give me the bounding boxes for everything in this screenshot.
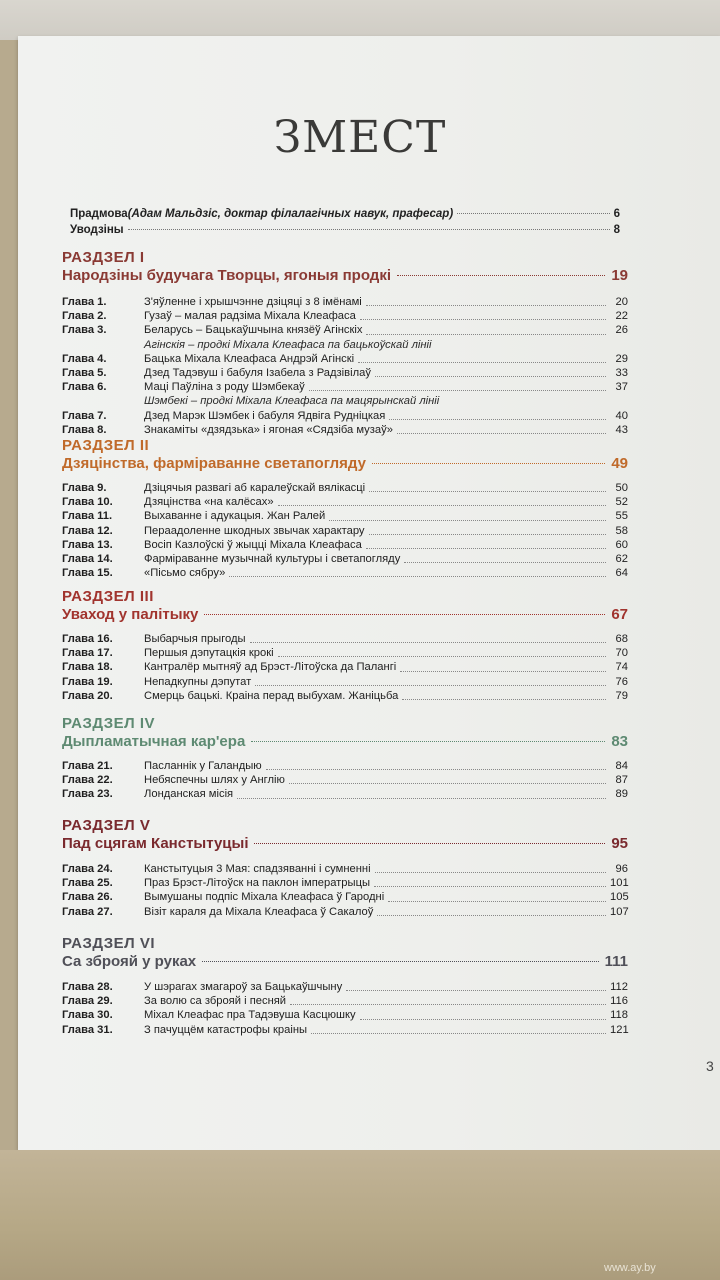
toc-entry-preface bbox=[70, 208, 620, 220]
chapter-title: Непадкупны дэпутат bbox=[144, 675, 252, 688]
chapter-label: Глава 22. bbox=[62, 774, 113, 787]
dot-leader bbox=[374, 873, 606, 887]
section-label: РАЗДЗЕЛ I bbox=[62, 249, 145, 266]
chapter-page: 22 bbox=[615, 310, 628, 323]
dot-leader bbox=[366, 535, 606, 549]
dot-leader bbox=[397, 275, 605, 276]
page-number: 3 bbox=[706, 1058, 714, 1074]
chapter-label: Глава 5. bbox=[62, 367, 107, 380]
dot-leader bbox=[128, 229, 610, 230]
chapter-title: З пачуццём катастрофы краіны bbox=[144, 1023, 308, 1036]
chapter-title: Кантралёр мытняў ад Брэст-Літоўска да Палангі bbox=[144, 661, 397, 674]
chapter-title: Восіп Казлоўскі ў жыцці Міхала Клеафаса bbox=[144, 538, 362, 551]
chapter-row bbox=[62, 905, 628, 919]
dot-leader bbox=[309, 377, 606, 391]
page-title: ЗМЕСТ bbox=[273, 112, 447, 163]
chapter-page: 50 bbox=[615, 482, 628, 494]
section-page: 67 bbox=[611, 606, 628, 623]
chapter-label: Глава 20. bbox=[62, 689, 113, 702]
chapter-title: Пераадоленне шкодных звычак характару bbox=[144, 524, 365, 537]
dot-leader bbox=[402, 686, 606, 700]
chapter-page: 84 bbox=[615, 760, 628, 772]
chapter-label: Глава 14. bbox=[62, 553, 113, 566]
dot-leader bbox=[375, 859, 606, 873]
section-label: РАЗДЗЕЛ III bbox=[62, 588, 154, 605]
dot-leader bbox=[358, 349, 606, 363]
section-title-row bbox=[62, 834, 628, 854]
chapter-label: Глава 8. bbox=[62, 423, 107, 436]
chapter-row bbox=[62, 323, 628, 337]
dot-leader bbox=[289, 770, 606, 784]
dot-leader bbox=[204, 614, 605, 615]
dot-leader bbox=[278, 492, 606, 506]
chapter-page: 20 bbox=[615, 296, 628, 308]
dot-leader bbox=[366, 320, 606, 334]
chapter-page: 74 bbox=[615, 661, 628, 674]
chapter-label: Глава 12. bbox=[62, 524, 113, 537]
chapter-title: Дзед Марэк Шэмбек і бабуля Ядвіга Рудніцкая bbox=[144, 409, 386, 422]
section-title: Дыпламатычная кар'ера bbox=[62, 733, 246, 750]
chapter-page: 79 bbox=[615, 689, 628, 702]
section-title-row bbox=[62, 266, 628, 286]
dot-leader bbox=[329, 506, 606, 520]
section-title: Дзяцінства, фарміраванне светапогляду bbox=[62, 455, 366, 472]
chapter-page: 112 bbox=[610, 981, 628, 993]
dot-leader bbox=[389, 406, 606, 420]
chapter-page: 64 bbox=[615, 567, 628, 580]
section-label: РАЗДЗЕЛ VI bbox=[62, 935, 156, 952]
section-5 bbox=[62, 817, 628, 919]
chapter-title: Знакаміты «дзядзька» і ягоная «Сядзіба музаў» bbox=[144, 423, 393, 436]
dot-leader bbox=[397, 420, 606, 434]
watermark: www.ay.by bbox=[604, 1262, 656, 1274]
chapter-label: Глава 13. bbox=[62, 538, 113, 551]
section-2 bbox=[62, 437, 628, 580]
section-title: Народзіны будучага Творцы, ягоныя продкі bbox=[62, 267, 392, 284]
chapter-label: Глава 21. bbox=[62, 760, 113, 772]
chapter-label: Глава 26. bbox=[62, 891, 113, 904]
chapter-page: 52 bbox=[615, 496, 628, 509]
chapter-subtitle: Агінскія – продкі Міхала Клеафаса па бацькоўскай лініі bbox=[144, 338, 432, 351]
section-1 bbox=[62, 249, 628, 437]
chapter-label: Глава 30. bbox=[62, 1009, 113, 1022]
chapter-row bbox=[62, 566, 628, 580]
entry-note: (Адам Мальдзіс, доктар філалагічных навук, прафесар) bbox=[127, 208, 454, 220]
chapter-row bbox=[62, 787, 628, 801]
dot-leader bbox=[346, 977, 606, 991]
chapter-label: Глава 10. bbox=[62, 496, 113, 509]
chapter-page: 60 bbox=[615, 538, 628, 551]
section-page: 83 bbox=[611, 733, 628, 750]
chapter-label: Глава 17. bbox=[62, 647, 113, 660]
chapter-title: Візіт караля да Міхала Клеафаса ў Сакалоў bbox=[144, 905, 374, 918]
chapter-page: 55 bbox=[615, 510, 628, 523]
chapter-page: 118 bbox=[610, 1009, 628, 1022]
section-label: РАЗДЗЕЛ IV bbox=[62, 715, 156, 732]
chapter-page: 70 bbox=[615, 647, 628, 660]
dot-leader bbox=[254, 843, 605, 844]
chapter-label: Глава 11. bbox=[62, 510, 113, 523]
dot-leader bbox=[278, 643, 606, 657]
chapter-page: 43 bbox=[615, 423, 628, 436]
chapter-title: Пасланнік у Галандыю bbox=[144, 760, 262, 772]
chapter-page: 101 bbox=[610, 877, 629, 890]
chapter-title: У шэрагах змагароў за Бацькаўшчыну bbox=[144, 981, 343, 993]
dot-leader bbox=[360, 306, 606, 320]
dot-leader bbox=[311, 1020, 606, 1034]
chapter-page: 107 bbox=[610, 905, 629, 918]
chapter-title: Бацька Міхала Клеафаса Андрэй Агінскі bbox=[144, 352, 355, 365]
chapter-page: 105 bbox=[610, 891, 629, 904]
chapter-row bbox=[62, 689, 628, 703]
section-page: 95 bbox=[611, 835, 628, 852]
dot-leader bbox=[251, 741, 605, 742]
background-top bbox=[0, 0, 720, 40]
section-page: 19 bbox=[611, 267, 628, 284]
chapter-label: Глава 25. bbox=[62, 877, 113, 890]
chapter-label: Глава 18. bbox=[62, 661, 113, 674]
dot-leader bbox=[369, 521, 606, 535]
chapter-page: 37 bbox=[615, 381, 628, 394]
dot-leader bbox=[372, 463, 605, 464]
chapter-label: Глава 2. bbox=[62, 310, 107, 323]
chapter-page: 116 bbox=[610, 995, 628, 1008]
chapter-label: Глава 29. bbox=[62, 995, 113, 1008]
chapter-row bbox=[62, 423, 628, 437]
dot-leader bbox=[404, 549, 606, 563]
chapter-title: Лонданская місія bbox=[144, 788, 234, 801]
chapter-title: Выбарчыя прыгоды bbox=[144, 633, 246, 645]
chapter-title: Вымушаны подпіс Міхала Клеафаса ў Гародні bbox=[144, 891, 385, 904]
chapter-title: Міхал Клеафас пра Тадэвуша Касцюшку bbox=[144, 1009, 356, 1022]
dot-leader bbox=[366, 292, 606, 306]
chapter-title: Дзед Тадэвуш і бабуля Ізабела з Радзівілаў bbox=[144, 367, 371, 380]
section-title-row bbox=[62, 952, 628, 972]
toc-entry-intro bbox=[70, 224, 620, 236]
dot-leader bbox=[202, 961, 598, 962]
dot-leader bbox=[250, 629, 606, 643]
chapter-page: 121 bbox=[610, 1023, 629, 1036]
dot-leader bbox=[369, 478, 606, 492]
dot-leader bbox=[457, 213, 609, 214]
chapter-page: 40 bbox=[615, 409, 628, 422]
chapter-label: Глава 1. bbox=[62, 296, 107, 308]
dot-leader bbox=[400, 657, 606, 671]
chapter-title: Выхаванне і адукацыя. Жан Ралей bbox=[144, 510, 326, 523]
section-title: Пад сцягам Канстытуцыі bbox=[62, 835, 249, 852]
section-6 bbox=[62, 935, 628, 1037]
chapter-title: Гузаў – малая радзіма Міхала Клеафаса bbox=[144, 310, 356, 323]
chapter-title: Дзіцячыя развагі аб каралеўскай вялікасці bbox=[144, 482, 366, 494]
chapter-label: Глава 28. bbox=[62, 981, 113, 993]
chapter-title: За волю са зброяй і песняй bbox=[144, 995, 287, 1008]
chapter-page: 62 bbox=[615, 553, 628, 566]
chapter-label: Глава 31. bbox=[62, 1023, 113, 1036]
chapter-label: Глава 7. bbox=[62, 409, 107, 422]
chapter-title: Праз Брэст-Літоўск на паклон імператрыцы bbox=[144, 877, 371, 890]
section-title-row bbox=[62, 732, 628, 752]
dot-leader bbox=[290, 991, 606, 1005]
chapter-title: «Пісьмо сябру» bbox=[144, 567, 226, 580]
chapter-page: 29 bbox=[615, 352, 628, 365]
chapter-label: Глава 9. bbox=[62, 482, 107, 494]
chapter-row bbox=[62, 380, 628, 394]
chapter-page: 87 bbox=[615, 774, 628, 787]
chapter-label: Глава 15. bbox=[62, 567, 113, 580]
section-3 bbox=[62, 588, 628, 703]
section-label: РАЗДЗЕЛ II bbox=[62, 437, 150, 454]
chapter-title: Смерць бацькі. Краіна перад выбухам. Жаніцьба bbox=[144, 689, 399, 702]
section-title: Са зброяй у руках bbox=[62, 953, 197, 970]
chapter-row bbox=[62, 1023, 628, 1037]
section-page: 49 bbox=[611, 455, 628, 472]
table-surface bbox=[0, 1150, 720, 1280]
entry-title: Уводзіны bbox=[70, 224, 124, 236]
chapter-page: 33 bbox=[615, 367, 628, 380]
chapter-label: Глава 27. bbox=[62, 905, 113, 918]
chapter-subtitle: Шэмбекі – продкі Міхала Клеафаса па мацярынскай лініі bbox=[144, 395, 440, 408]
chapter-title: Канстытуцыя 3 Мая: спадзяванні і сумненні bbox=[144, 863, 371, 875]
chapter-title: Першыя дэпутацкія крокі bbox=[144, 647, 274, 660]
dot-leader bbox=[237, 784, 606, 798]
dot-leader bbox=[255, 672, 606, 686]
chapter-label: Глава 23. bbox=[62, 788, 113, 801]
chapter-title: Дзяцінства «на калёсах» bbox=[144, 496, 274, 509]
chapter-title: Фарміраванне музычнай культуры і светапогляду bbox=[144, 553, 401, 566]
dot-leader bbox=[375, 363, 606, 377]
section-title-row bbox=[62, 605, 628, 625]
dot-leader bbox=[266, 756, 606, 770]
chapter-page: 26 bbox=[615, 324, 628, 337]
section-label: РАЗДЗЕЛ V bbox=[62, 817, 151, 834]
chapter-page: 58 bbox=[615, 524, 628, 537]
entry-title: Прадмова bbox=[70, 208, 128, 220]
entry-page: 8 bbox=[613, 224, 620, 236]
chapter-title: Маці Паўліна з роду Шэмбекаў bbox=[144, 381, 305, 394]
section-title: Уваход у палітыку bbox=[62, 606, 199, 623]
section-4 bbox=[62, 715, 628, 802]
dot-leader bbox=[388, 887, 606, 901]
chapter-page: 96 bbox=[615, 863, 628, 875]
chapter-label: Глава 6. bbox=[62, 381, 107, 394]
chapter-title: Беларусь – Бацькаўшчына князёў Агінскіх bbox=[144, 324, 363, 337]
dot-leader bbox=[229, 563, 606, 577]
chapter-page: 89 bbox=[615, 788, 628, 801]
section-page: 111 bbox=[604, 953, 628, 970]
dot-leader bbox=[377, 902, 606, 916]
chapter-title: Небяспечны шлях у Англію bbox=[144, 774, 285, 787]
chapter-label: Глава 24. bbox=[62, 863, 113, 875]
dot-leader bbox=[360, 1005, 606, 1019]
chapter-title: З'яўленне і хрышчэнне дзіцяці з 8 імёнамі bbox=[144, 296, 362, 308]
chapter-label: Глава 16. bbox=[62, 633, 113, 645]
section-title-row bbox=[62, 454, 628, 474]
chapter-label: Глава 3. bbox=[62, 324, 107, 337]
chapter-label: Глава 19. bbox=[62, 675, 113, 688]
chapter-page: 68 bbox=[615, 633, 628, 645]
chapter-page: 76 bbox=[615, 675, 628, 688]
entry-page: 6 bbox=[613, 208, 620, 220]
chapter-label: Глава 4. bbox=[62, 352, 107, 365]
